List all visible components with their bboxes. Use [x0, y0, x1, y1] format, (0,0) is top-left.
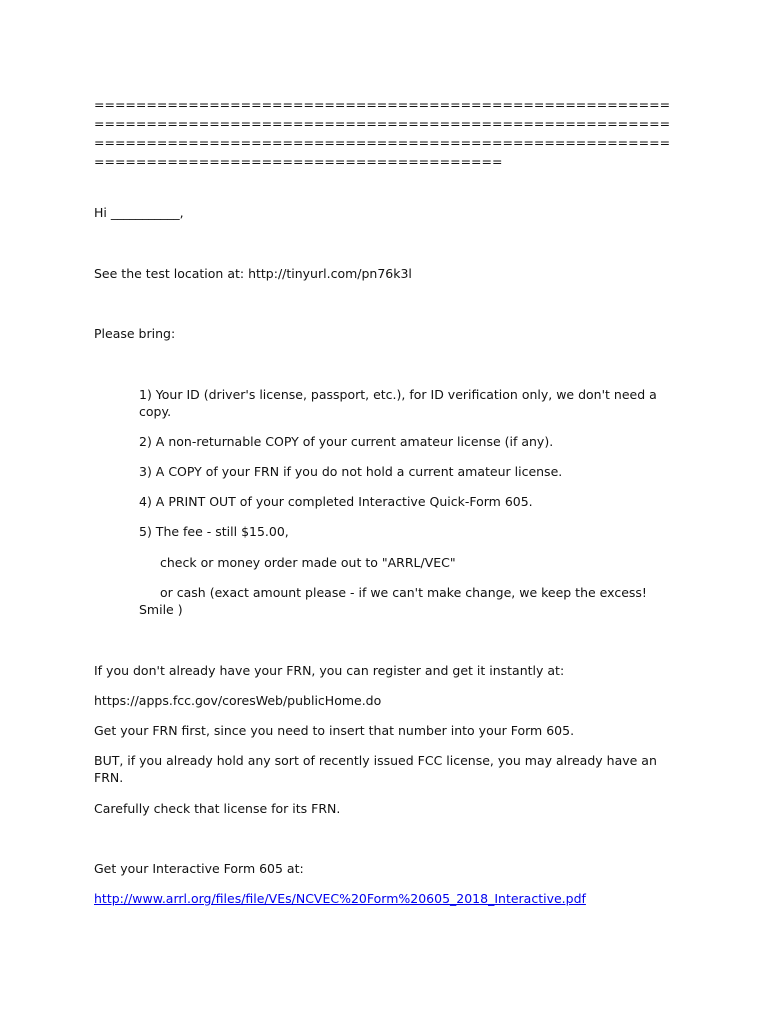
fee-check-option: check or money order made out to "ARRL/VEC" — [160, 555, 456, 570]
frn-check-text: Carefully check that license for its FRN. — [94, 801, 341, 816]
form-intro-text: Get your Interactive Form 605 at: — [94, 861, 304, 876]
list-item-form-printout: 4) A PRINT OUT of your completed Interactive Quick-Form 605. — [139, 494, 533, 509]
list-item-license-copy: 2) A non-returnable COPY of your current amateur license (if any). — [139, 434, 554, 449]
list-item-id: 1) Your ID (driver's license, passport, etc.), for ID verification only, we don't need a copy. — [139, 387, 657, 419]
form-605-link[interactable]: http://www.arrl.org/files/file/VEs/NCVEC%20Form%20605_2018_Interactive.pdf — [94, 891, 586, 906]
frn-registration-url: https://apps.fcc.gov/coresWeb/publicHome.do — [94, 693, 382, 708]
test-location-text: See the test location at: http://tinyurl.com/pn76k3l — [94, 266, 412, 281]
greeting: Hi ___________, — [94, 205, 184, 220]
fee-cash-option: or cash (exact amount please - if we can't make change, we keep the excess! — [160, 585, 647, 600]
frn-first-text: Get your FRN first, since you need to insert that number into your Form 605. — [94, 723, 575, 738]
list-item-fee: 5) The fee - still $15.00, — [139, 524, 289, 539]
list-item-frn-copy: 3) A COPY of your FRN if you do not hold a current amateur license. — [139, 464, 563, 479]
separator-line: ============================================================================================================================================================================================================ — [94, 97, 671, 169]
frn-existing-license-text: BUT, if you already hold any sort of recently issued FCC license, you may already have an FRN. — [94, 753, 657, 785]
frn-intro-text: If you don't already have your FRN, you can register and get it instantly at: — [94, 663, 565, 678]
please-bring-heading: Please bring: — [94, 326, 176, 341]
fee-cash-option-continued: Smile ) — [139, 602, 183, 617]
